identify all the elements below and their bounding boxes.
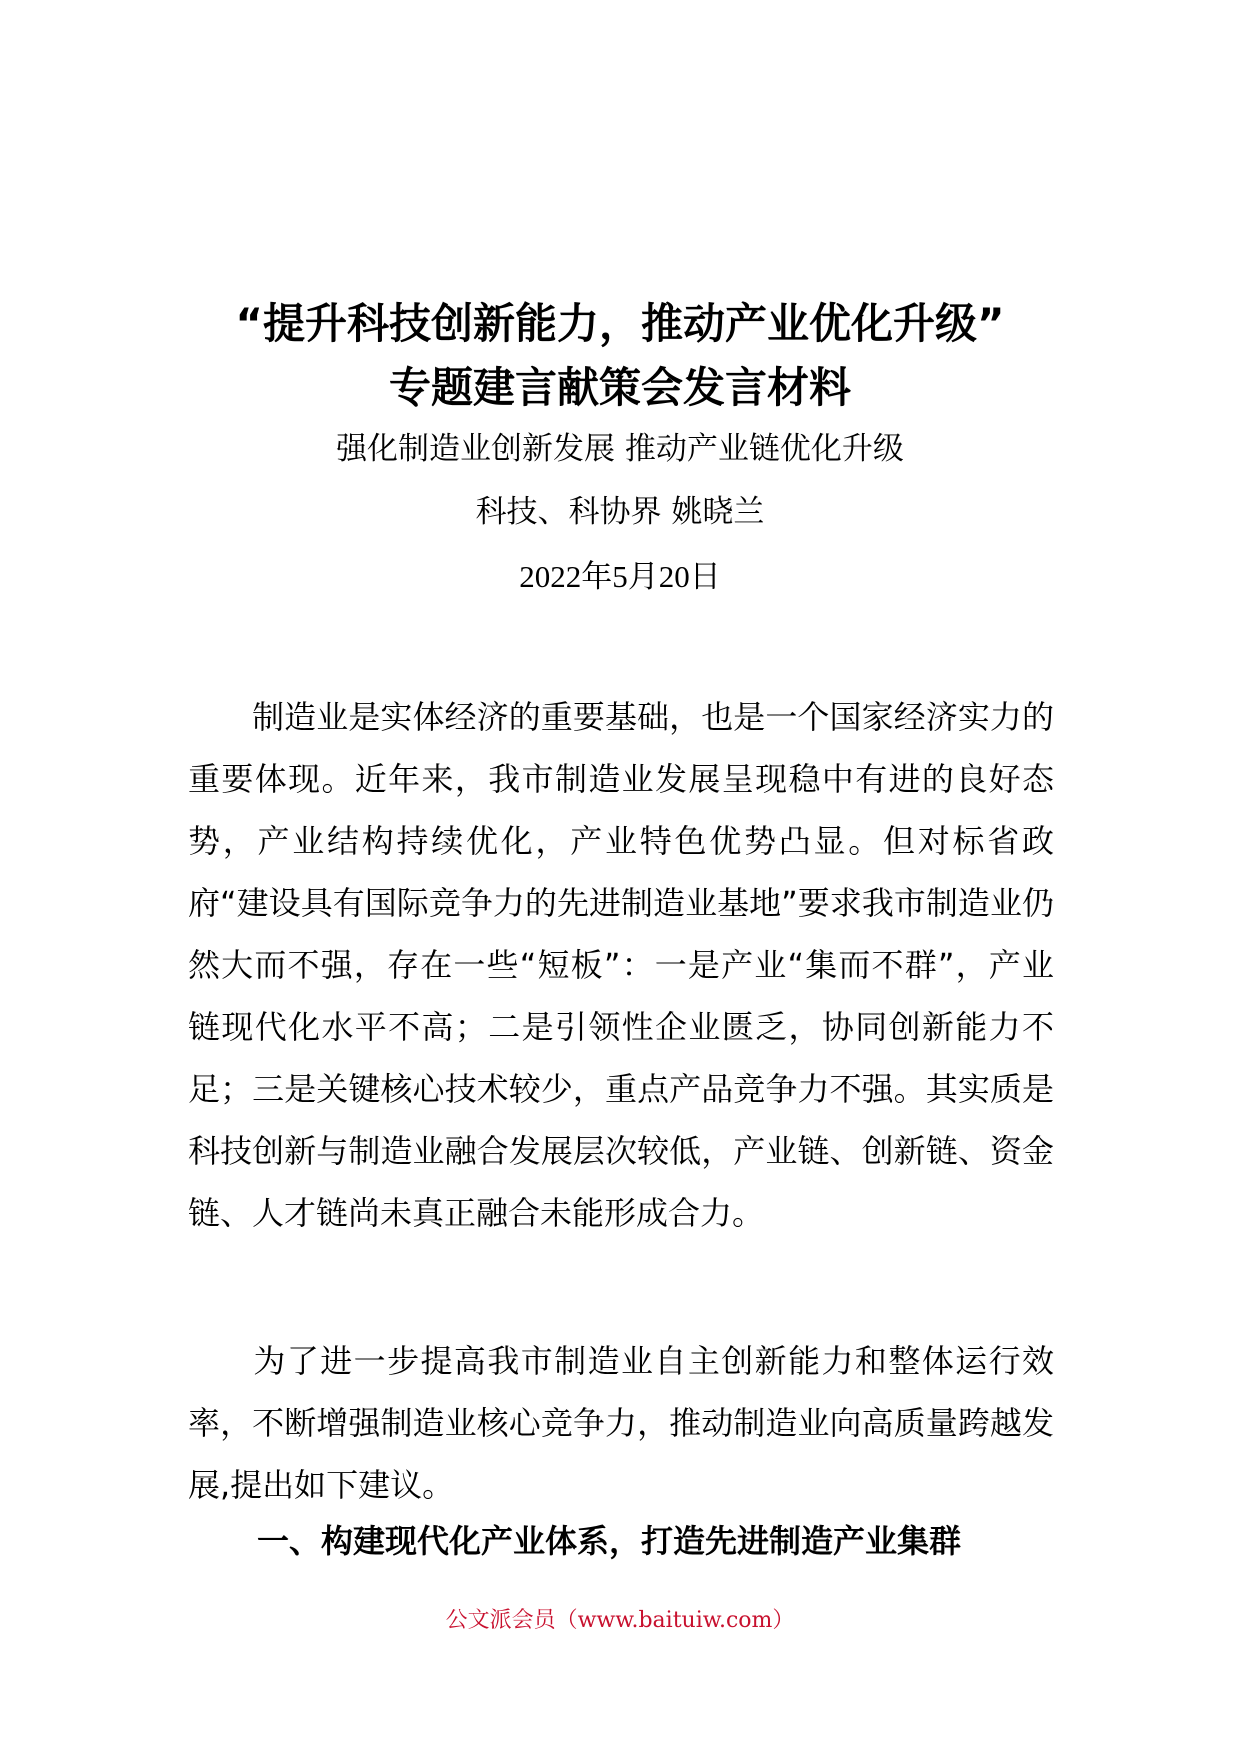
document-date: 2022年5月20日 [519,559,721,594]
document-title-line-1: “提升科技创新能力，推动产业优化升级” [235,299,1005,348]
paragraph-1 [188,686,1054,1244]
paragraph-2 [188,1330,1054,1516]
paragraph-2-text: 为了进一步提高我市制造业自主创新能力和整体运行效率，不断增强制造业核心竞争力，推动制造业向高质量跨越发展,提出如下建议。 [188,1342,1054,1504]
section-heading-1: 一、构建现代化产业体系，打造先进制造产业集群 [257,1522,962,1560]
document-subtitle: 强化制造业创新发展 推动产业链优化升级 [336,431,904,467]
document-author: 科技、科协界 姚晓兰 [475,494,765,530]
document-title-line-2: 专题建言献策会发言材料 [388,363,851,412]
paragraph-1-text: 制造业是实体经济的重要基础，也是一个国家经济实力的重要体现。近年来，我市制造业发展呈现稳中有进的良好态势，产业结构持续优化，产业特色优势凸显。但对标省政府“建设具有国际竞争力的先进制造业基地”要求我市制造业仍然大而不强，存在一些“短板”：一是产业“集而不群”，产业链现代化水平不高；二是引领性企业匮乏，协同创新能力不足；三是关键核心技术较少，重点产品竞争力不强。其实质是科技创新与制造业融合发展层次较低，产业链、创新链、资金链、人才链尚未真正融合未能形成合力。 [188,698,1054,1232]
footer-watermark: 公文派会员（www.baituiw.com） [445,1608,795,1633]
